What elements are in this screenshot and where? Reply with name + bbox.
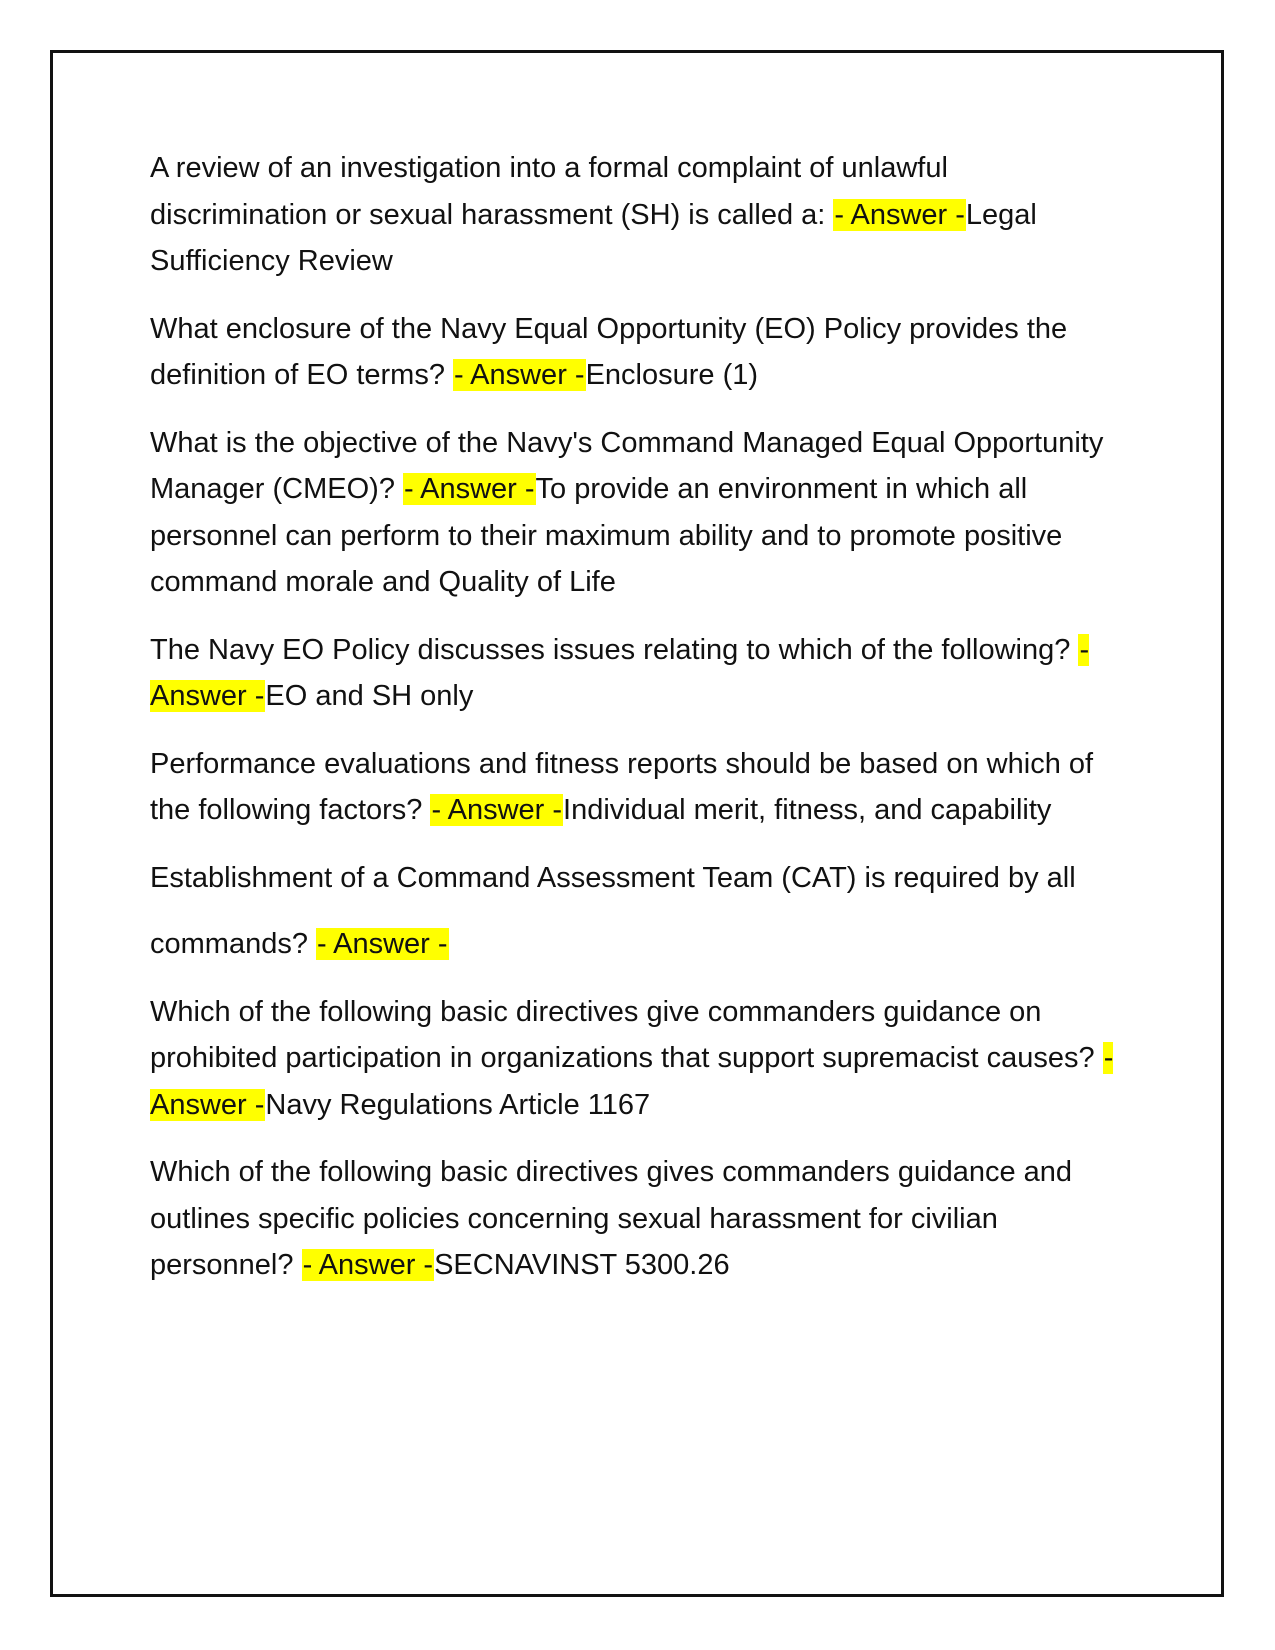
answer-marker: - Answer - bbox=[404, 473, 535, 505]
question-text: Which of the following basic directives gives commanders guidance and outlines specific policies concerning sexual harassment for civilian personnel? bbox=[150, 1156, 1073, 1281]
question-text-continued bbox=[150, 921, 1130, 968]
answer-text: Enclosure (1) bbox=[585, 359, 759, 391]
answer-text: Navy Regulations Article 1167 bbox=[265, 1088, 651, 1121]
qa-item-3 bbox=[150, 420, 1130, 606]
question-text: A review of an investigation into a formal complaint of unlawful discrimination or sexual harassment (SH) is called a: bbox=[150, 152, 948, 231]
qa-item-7 bbox=[150, 989, 1130, 1129]
question-text: The Navy EO Policy discusses issues relating to which of the following? bbox=[150, 633, 1079, 666]
answer-text: SECNAVINST 5300.26 bbox=[434, 1249, 730, 1281]
answer-marker: - Answer - bbox=[454, 359, 585, 391]
qa-item-2 bbox=[150, 306, 1130, 399]
answer-marker: - Answer - bbox=[150, 633, 1090, 712]
answer-marker: - Answer - bbox=[317, 928, 448, 960]
qa-item-5 bbox=[150, 741, 1130, 834]
answer-marker: - Answer - bbox=[431, 794, 563, 826]
question-text: What enclosure of the Navy Equal Opportunity (EO) Policy provides the definition of EO terms? bbox=[150, 312, 1068, 391]
answer-text: Legal Sufficiency Review bbox=[150, 198, 1037, 277]
qa-item-4 bbox=[150, 627, 1130, 720]
answer-text: To provide an environment in which all personnel can perform to their maximum ability and to promote positive command morale and Quality of Life bbox=[150, 473, 1063, 598]
answer-marker: - Answer - bbox=[302, 1249, 434, 1281]
question-text: What is the objective of the Navy's Command Managed Equal Opportunity Manager (CMEO)? bbox=[150, 426, 1104, 505]
qa-item-6 bbox=[150, 855, 1130, 968]
question-text: Establishment of a Command Assessment Team (CAT) is required by all bbox=[150, 861, 1076, 894]
question-text: Performance evaluations and fitness reports should be based on which of the following factors? bbox=[150, 747, 1094, 826]
answer-text: Individual merit, fitness, and capability bbox=[563, 794, 1052, 826]
qa-item-8 bbox=[150, 1149, 1130, 1289]
qa-item-1 bbox=[150, 145, 1130, 285]
qa-document bbox=[150, 145, 1130, 1310]
answer-marker: - Answer - bbox=[834, 198, 965, 231]
question-text: Which of the following basic directives give commanders guidance on prohibited participation in organizations that support supremacist causes? bbox=[150, 995, 1103, 1074]
answer-text: EO and SH only bbox=[265, 680, 474, 712]
answer-marker: - Answer - bbox=[150, 1042, 1114, 1121]
question-text: commands? bbox=[150, 928, 317, 960]
